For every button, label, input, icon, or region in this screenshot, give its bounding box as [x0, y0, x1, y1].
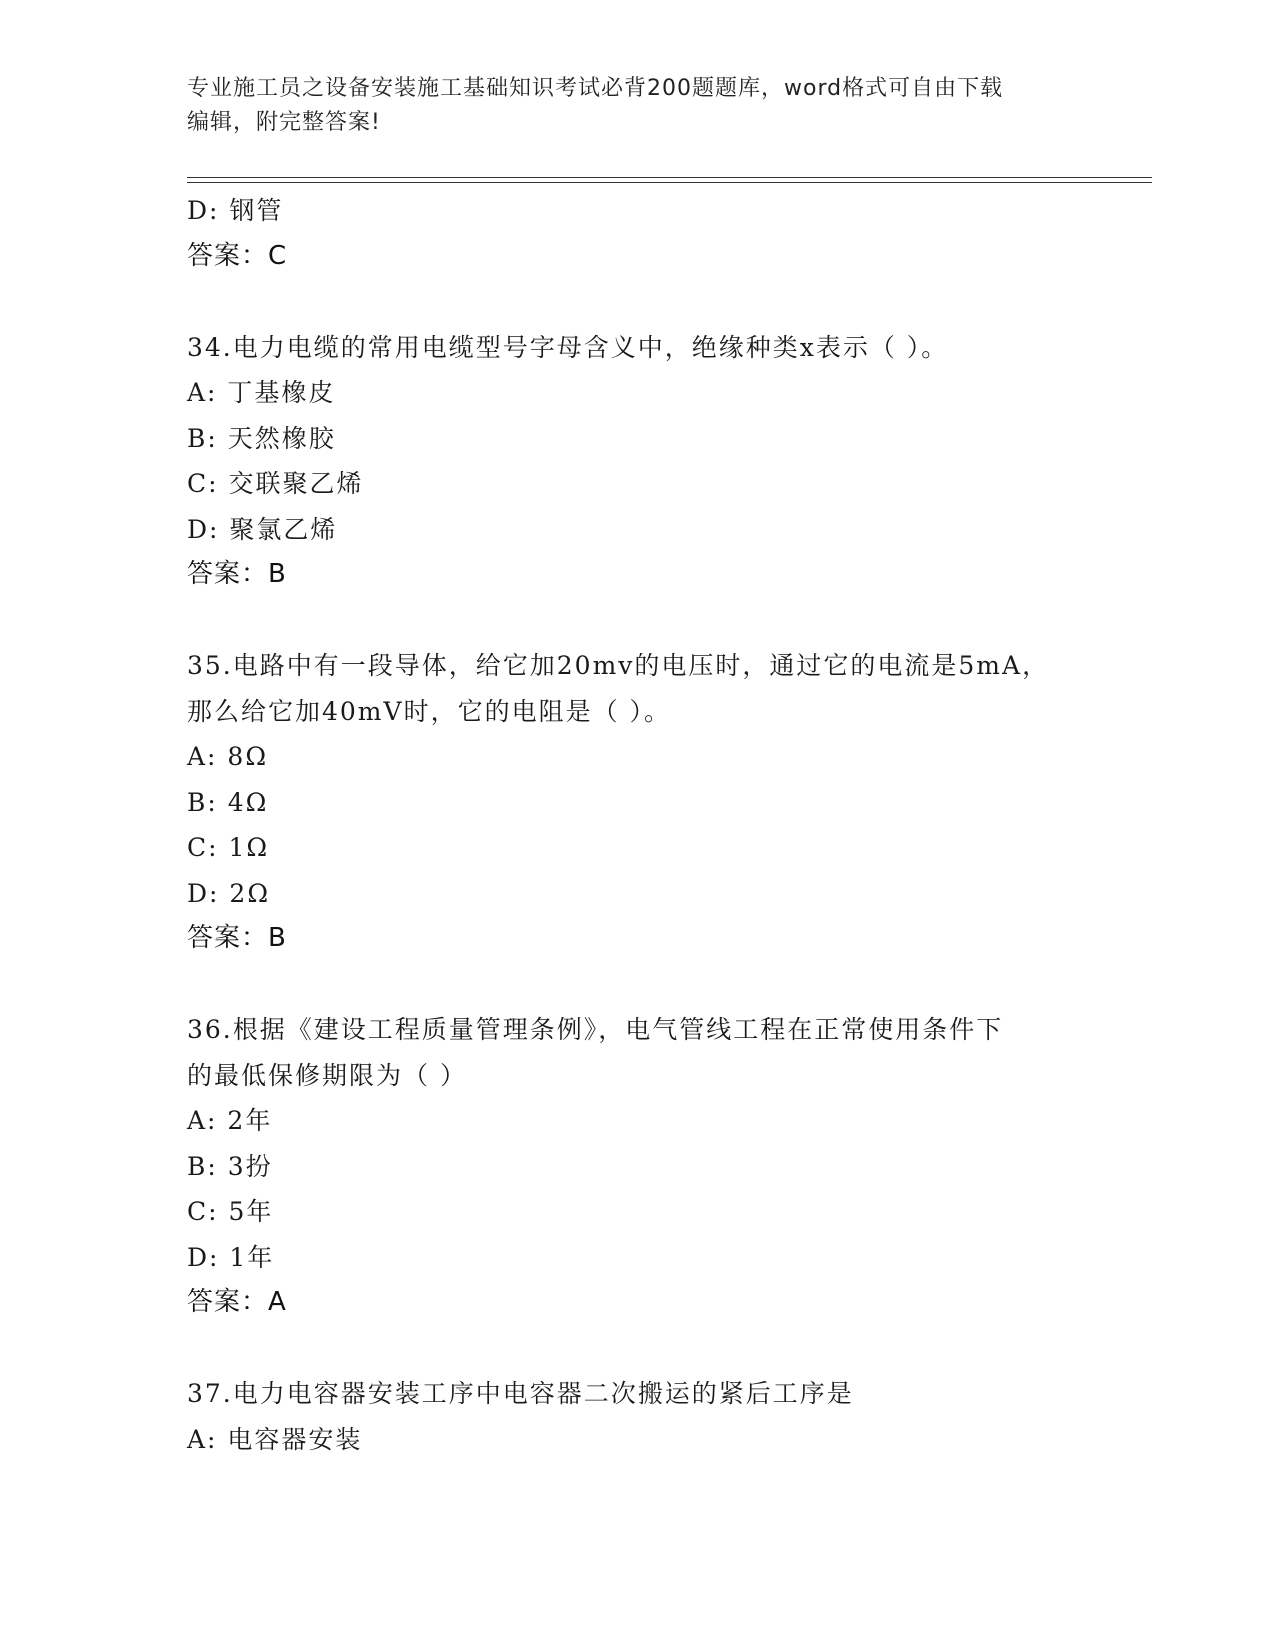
- answer: 答案：B: [187, 923, 287, 953]
- spacer: [187, 962, 1087, 1008]
- question-34: [187, 325, 1087, 598]
- option-a: A: 2年: [187, 1106, 273, 1135]
- header-rule-bottom: [187, 182, 1152, 183]
- option-b: B: 3扮: [187, 1151, 273, 1181]
- option-c: C: 5年: [187, 1197, 274, 1226]
- option-a: A: 丁基橡皮: [187, 378, 336, 407]
- question-stem-line-1: 36.根据《建设工程质量管理条例》，电气管线工程在正常使用条件下: [187, 1015, 1004, 1044]
- spacer: [187, 279, 1087, 325]
- answer: 答案：C: [187, 240, 288, 271]
- spacer: [187, 1326, 1087, 1372]
- option-c: C: 1Ω: [187, 833, 270, 862]
- option-c: C: 交联聚乙烯: [187, 469, 364, 498]
- option-b: B: 天然橡胶: [187, 423, 336, 453]
- answer: 答案：B: [187, 559, 287, 589]
- header-rule-top: [187, 177, 1152, 178]
- question-33-tail: [187, 188, 1087, 279]
- question-stem-line-2: 的最低保修期限为（ ）: [187, 1060, 467, 1090]
- question-stem-line-2: 那么给它加40mV时，它的电阻是（ ）。: [187, 696, 672, 726]
- question-35: [187, 643, 1087, 962]
- question-stem-line-1: 35.电路中有一段导体，给它加20mv的电压时，通过它的电流是5mA，: [187, 651, 1050, 680]
- option-d: D: 钢管: [187, 196, 284, 225]
- option-a: A: 8Ω: [187, 742, 269, 771]
- question-stem: 37.电力电容器安装工序中电容器二次搬运的紧后工序是: [187, 1379, 854, 1408]
- header-line-2: 编辑，附完整答案!: [187, 110, 381, 135]
- answer: 答案：A: [187, 1287, 287, 1317]
- option-d: D: 1年: [187, 1242, 275, 1272]
- header-line-1: 专业施工员之设备安装施工基础知识考试必背200题题库，word格式可自由下载: [187, 76, 1004, 101]
- question-stem: 34.电力电缆的常用电缆型号字母含义中，绝缘种类x表示（ ）。: [187, 332, 949, 362]
- question-37: [187, 1371, 1087, 1462]
- option-b: B: 4Ω: [187, 787, 269, 817]
- option-d: D: 聚氯乙烯: [187, 514, 338, 544]
- question-list: [187, 188, 1087, 1462]
- option-d: D: 2Ω: [187, 878, 271, 908]
- spacer: [187, 598, 1087, 644]
- document-header: [187, 72, 1067, 140]
- option-a: A: 电容器安装: [187, 1424, 363, 1454]
- question-36: [187, 1007, 1087, 1326]
